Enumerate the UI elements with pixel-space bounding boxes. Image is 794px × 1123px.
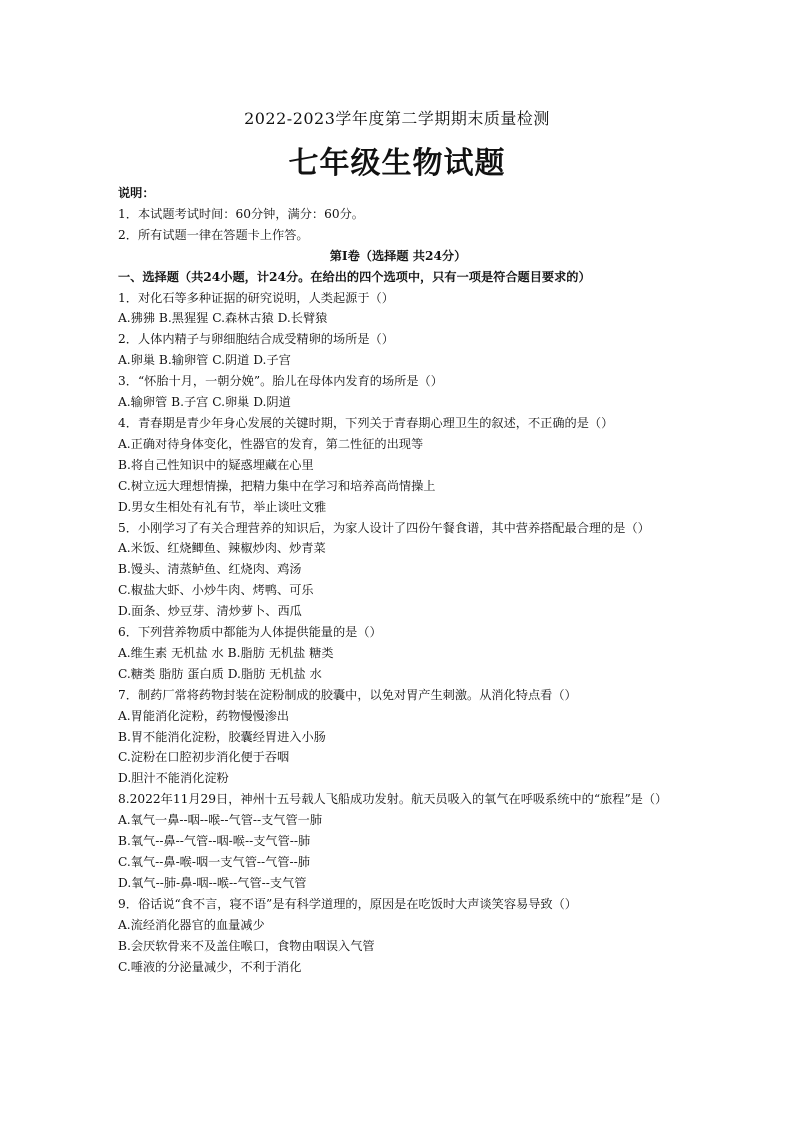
- answer-option: C.椒盐大虾、小炒牛肉、烤鸭、可乐: [118, 583, 314, 598]
- exam-year-line: 2022-2023学年度第二学期期末质量检测: [244, 109, 550, 128]
- answer-options: A.维生素 无机盐 水 B.脂肪 无机盐 糖类: [118, 645, 334, 660]
- answer-option: A.米饭、红烧鲫鱼、辣椒炒肉、炒青菜: [118, 541, 326, 556]
- answer-option: D.氧气--肺-鼻-咽--喉--气管--支气管: [118, 875, 307, 890]
- answer-option: D.胆汁不能消化淀粉: [118, 771, 229, 786]
- instruction-item: 2．所有试题一律在答题卡上作答。: [118, 227, 309, 242]
- answer-option: C.氧气--鼻-喉-咽一支气管--气管--肺: [118, 855, 310, 869]
- exam-body: [118, 183, 678, 977]
- instructions-heading: 说明：: [118, 186, 155, 200]
- answer-option: D.男女生相处有礼有节，举止谈吐文雅: [118, 499, 327, 514]
- question-stem: 5．小刚学习了有关合理营养的知识后，为家人设计了四份午餐食谱，其中营养搭配最合理的是（）: [118, 520, 650, 535]
- answer-option: D.面条、炒豆芽、清炒萝卜、西瓜: [118, 604, 302, 619]
- answer-option: C.树立远大理想情操，把精力集中在学习和培养高尚情操上: [118, 478, 436, 493]
- question-stem: 3．“怀胎十月，一朝分娩”。胎儿在母体内发育的场所是（）: [118, 374, 443, 389]
- answer-options: A.卵巢 B.输卵管 C.阴道 D.子宫: [118, 353, 291, 368]
- question-stem: 7．制药厂常将药物封装在淀粉制成的胶囊中，以免对胃产生刺激。从消化特点看（）: [118, 687, 577, 702]
- answer-option: A.氧气一鼻--咽--喉--气管--支气管一肺: [118, 813, 323, 828]
- part-heading: 第Ⅰ卷（选择题 共24分）: [329, 248, 467, 263]
- answer-option: B.氧气--鼻--气管--咽-喉--支气管--肺: [118, 834, 311, 849]
- answer-option: C.唾液的分泌量减少，不利于消化: [118, 959, 302, 974]
- question-stem: 2．人体内精子与卵细胞结合成受精卵的场所是（）: [118, 332, 394, 347]
- answer-options: A.输卵管 B.子宫 C.卵巢 D.阴道: [118, 395, 291, 410]
- answer-options: C.糖类 脂肪 蛋白质 D.脂肪 无机盐 水: [118, 666, 322, 681]
- instruction-item: 1．本试题考试时间：60分钟，满分：60分。: [118, 206, 364, 221]
- question-stem: 1．对化石等多种证据的研究说明，人类起源于（）: [118, 290, 394, 305]
- answer-option: B.将自己性知识中的疑惑埋藏在心里: [118, 457, 314, 472]
- answer-option: A.胃能消化淀粉，药物慢慢渗出: [118, 708, 290, 723]
- answer-option: A.流经消化器官的血量减少: [118, 917, 265, 932]
- answer-option: B.馒头、清蒸鲈鱼、红烧肉、鸡汤: [118, 562, 302, 577]
- question-stem: 8.2022年11月29日，神州十五号载人飞船成功发射。航天员吸入的氧气在呼吸系统中的“旅程”是（）: [118, 792, 668, 807]
- question-stem: 4．青春期是青少年身心发展的关键时期，下列关于青春期心理卫生的叙述，不正确的是（）: [118, 415, 614, 430]
- question-stem: 9．俗话说“食不言，寝不语”是有科学道理的，原因是在吃饭时大声谈笑容易导致（）: [118, 896, 577, 911]
- answer-options: A.狒狒 B.黑猩猩 C.森林古猿 D.长臂猿: [118, 311, 328, 326]
- question-stem: 6．下列营养物质中都能为人体提供能量的是（）: [118, 625, 382, 640]
- answer-option: C.淀粉在口腔初步消化便于吞咽: [118, 750, 290, 765]
- answer-option: A.正确对待身体变化，性器官的发育，第二性征的出现等: [118, 436, 424, 451]
- answer-option: B.胃不能消化淀粉，胶囊经胃进入小肠: [118, 729, 326, 744]
- exam-title: 七年级生物试题: [288, 146, 506, 181]
- section-heading: 一、选择题（共24小题，计24分。在给出的四个选项中，只有一项是符合题目要求的）: [118, 269, 591, 284]
- answer-option: B.会厌软骨来不及盖住喉口，食物由咽误入气管: [118, 938, 375, 953]
